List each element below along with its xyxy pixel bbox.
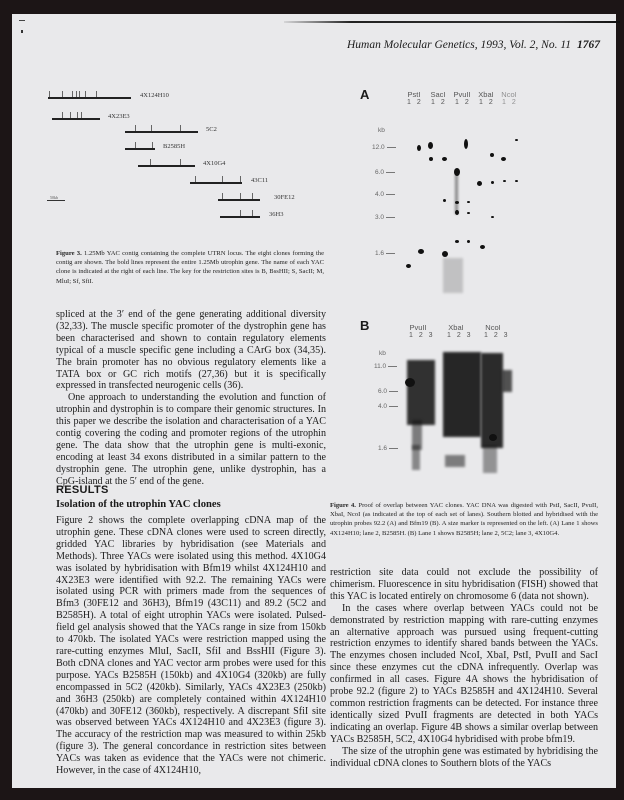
restriction-site-tick (70, 112, 71, 118)
gel-band (515, 139, 518, 141)
scan-mark (21, 30, 23, 33)
gel-band (443, 199, 446, 202)
kb-label: kb (378, 127, 385, 134)
size-marker: 11.0 (374, 363, 397, 370)
size-marker: 12.0 (372, 144, 396, 151)
enzyme-label: PstI (407, 90, 421, 99)
gel-band (503, 180, 506, 182)
gel-band (455, 210, 459, 215)
figure-3-caption-text: 1.25Mb YAC contig containing the complete UTRN locus. The eight clones forming the contig are shown. The bold lines represent the entire 1.25Mb utrophin gene. The name of each YAC clone is indicated at the right of each line. The key for the restriction sites is B, BssHII; S, SacII; M, MluI; Sf, SfiI. (56, 250, 325, 285)
paragraph: In the cases where overlap between YACs could not be demonstrated by restriction mapping with rare-cutting enzymes an alternative approach was pursued using frequent-cutting restriction enzymes to identify shared bands between the YACs. The enzymes chosen included NcoI, XbaI, PstI, PvuII and SacI since these enzymes cut the cDNA infrequently. Overlap was confirmed in all cases. Figure 4A shows the hybridisation of probe 92.2 (figure 2) to YACs B2585H and 4X124H10. Several common restriction fragments can be detected. For instance three identically sized PvuII fragments are detected in both YACs indicating an overlap. Figure 4B shows a similar overlap between YACs B2585H, 5C2, 4X10G4 hybridised with probe bfm19. (330, 602, 598, 745)
paragraph: restriction site data could not exclude the possibility of chimerism. Fluorescence in situ hybridisation (FISH) showed that this YAC is located entirely on chromosome 6 (data not shown). (330, 567, 598, 602)
scale-bar (47, 200, 65, 201)
gel-band (417, 145, 421, 151)
enzyme-label: PvuII (453, 90, 471, 99)
gel-band (502, 370, 512, 392)
enzyme-label: PvuII (409, 323, 427, 332)
lane-numbers: 1 2 (407, 99, 423, 106)
clone-label: 4X124H10 (140, 92, 169, 99)
page-number: 1767 (577, 39, 600, 51)
restriction-site-tick (240, 176, 241, 182)
scan-edge-line (284, 21, 620, 23)
size-marker: 6.0 (375, 169, 395, 176)
lane-numbers: 1 2 (502, 99, 518, 106)
figure-3-contig-map (30, 70, 320, 230)
gel-band (442, 157, 447, 161)
size-marker: 4.0 (378, 403, 398, 410)
lane-numbers: 1 2 3 (484, 332, 510, 339)
paragraph: One approach to understanding the evolution and function of utrophin and dystrophin is to compare their genomic structures. In this paper we describe the isolation and characterisation of a YAC contig covering the coding and promoter regions of the utrophin gene. The data show that the utrophin gene is multi-exonic, encoding at least 34 exons distributed in a similar pattern to the dystrophin gene. The utrophin gene, unlike dystrophin, has a CpG-island at the 5′ end of the gene. (56, 392, 326, 487)
enzyme-label: XbaI (478, 90, 494, 99)
paragraph: spliced at the 3′ end of the gene generating additional diversity (32,33). The muscle specific promoter of the dystrophin gene has been characterised and shown to contain regulatory elements typical of a muscle specific gene including a CArG box (34,35). The brain promoter has no obvious regulatory elements like a TATA box or GC rich motifs (27,36) but it is specifically expressed in transfected neurogenic cells (36). (56, 309, 326, 392)
restriction-site-tick (77, 112, 78, 118)
lane-numbers: 1 2 (479, 99, 495, 106)
clone-line (190, 182, 242, 184)
restriction-site-tick (135, 142, 136, 148)
gel-band (464, 139, 468, 149)
left-column-intro (56, 309, 326, 488)
clone-line (138, 165, 195, 167)
restriction-site-tick (152, 142, 153, 148)
gel-band (442, 251, 448, 257)
size-marker: 3.0 (375, 214, 395, 221)
restriction-site-tick (76, 91, 77, 97)
gel-band (489, 434, 497, 441)
clone-line (48, 97, 131, 99)
gel-band (467, 212, 470, 214)
restriction-site-tick (96, 91, 97, 97)
gel-band (406, 264, 411, 268)
clone-label: 4X23E3 (108, 113, 130, 120)
size-marker: 1.6 (375, 250, 395, 257)
figure-4-caption (330, 501, 598, 538)
clone-line (52, 118, 100, 120)
lane-numbers: 1 2 3 (409, 332, 435, 339)
restriction-site-tick (81, 112, 82, 118)
restriction-site-tick (195, 176, 196, 182)
figure-4-caption-text: Proof of overlap between YAC clones. YAC DNA was digested with PstI, SacII, PvuII, XbaI, NcoI (as indicated at the top of each set of lanes). Southern blotted and hybridised with the utrophin probes 92.2 (A) and Bfm19 (B). A size marker is represented on the left. (A) Lane 1 shows 4X124H10; lane 2, B2585H. (B) Lane 1 shows B2585H; lane 2, 5C2; lane 3, 4X10G4. (330, 502, 599, 537)
gel-band (412, 445, 420, 470)
gel-band (480, 245, 485, 249)
restriction-site-tick (151, 125, 152, 131)
right-column-text (330, 567, 598, 769)
gel-band (467, 201, 470, 203)
gel-band (455, 201, 459, 204)
lane-numbers: 1 2 (455, 99, 471, 106)
running-head (300, 39, 600, 51)
panel-a-letter: A (360, 87, 370, 102)
scale-bar-label: 50kb (50, 195, 58, 200)
gel-band (405, 378, 415, 387)
size-marker: 6.0 (378, 388, 398, 395)
lane-numbers: 1 2 3 (447, 332, 473, 339)
restriction-site-tick (150, 159, 151, 165)
lane-numbers: 1 2 (431, 99, 447, 106)
paragraph: Figure 2 shows the complete overlapping cDNA map of the utrophin gene. These cDNA clones were used to screen directly, gridded YAC libraries by hybridisation (see Materials and Methods). Three YACs were isolated using this method. 4X10G4 was isolated by hybridisation with Bfm19 whilst 4X124H10 and 4X23E3 were identified with 92.2. The remaining YACs were isolated using PCR with primers made from the sequences of Bfm3 (30FE12 and 36H3), Bfm19 (43C11) and 89.2 (5C2 and B2585H). A total of eight utrophin YACs were isolated. Pulsed-field gel analysis showed that the YACs range in size from 150kb to 470kb. The isolated YACs were restriction mapped using the rare-cutting enzymes MluI, SacII, SfiI and BssHII (Figure 3). Both cDNA clones and YAC vector arm probes were used for this purpose. YACs B2585H (150kb) and 4X10G4 (320kb) are fully encompassed in 5C2 (420kb). Similarly, YACs 4X23E3 (250kb) and 36H3 (250kb) are completely contained within 4X124H10 (470kb) and 30FE12 (360kb), respectively. A discrepant SfiI site was observed between YACs 4X124H10 and 4X23E3 (figure 3). The accuracy of the restriction map was measured to within 25kb (figure 3). The general concordance in restriction sites between YACs was taken as evidence that the YACs were not chimeric. However, in the case of 4X124H10, (56, 515, 326, 777)
paragraph: The size of the utrophin gene was estimated by hybridising the individual cDNA clones to Southern blots of the YACs (330, 745, 598, 769)
clone-line (125, 131, 198, 133)
restriction-site-tick (72, 91, 73, 97)
enzyme-label: NcoI (485, 323, 501, 332)
scan-mark (19, 20, 25, 21)
gel-band (428, 142, 433, 149)
restriction-site-tick (252, 210, 253, 216)
clone-label: 30FE12 (274, 194, 295, 201)
restriction-site-tick (135, 125, 136, 131)
restriction-site-tick (222, 193, 223, 199)
gel-band (429, 157, 433, 161)
clone-label: B2585H (163, 143, 186, 150)
enzyme-label: SacI (430, 90, 446, 99)
gel-band (491, 216, 494, 218)
subsection-heading: Isolation of the utrophin YAC clones (56, 499, 221, 510)
gel-band (443, 258, 463, 293)
gel-band (455, 240, 459, 243)
restriction-site-tick (222, 176, 223, 182)
enzyme-label: NcoI (501, 90, 517, 99)
restriction-site-tick (49, 91, 50, 97)
clone-label: 5C2 (206, 126, 217, 133)
restriction-site-tick (85, 91, 86, 97)
enzyme-label: XbaI (448, 323, 464, 332)
gel-band (467, 240, 470, 243)
restriction-site-tick (79, 91, 80, 97)
gel-band (407, 360, 435, 425)
gel-band (515, 180, 518, 182)
restriction-site-tick (240, 193, 241, 199)
clone-label: 4X10G4 (203, 160, 226, 167)
size-marker: 1.6 (378, 445, 398, 452)
left-column-results (56, 515, 326, 777)
restriction-site-tick (180, 159, 181, 165)
journal-citation: Human Molecular Genetics, 1993, Vol. 2, No. 11 (346, 39, 571, 51)
kb-label: kb (379, 350, 386, 357)
clone-line (220, 216, 260, 218)
figure-3-label: Figure 3. (56, 250, 82, 257)
figure-4-label: Figure 4. (330, 502, 356, 509)
gel-band (418, 249, 424, 254)
clone-line (125, 148, 155, 150)
gel-band (501, 157, 506, 161)
clone-line (218, 199, 260, 201)
gel-band (443, 352, 481, 437)
gel-band (483, 445, 497, 473)
panel-b-letter: B (360, 318, 370, 333)
restriction-site-tick (252, 193, 253, 199)
gel-band (491, 181, 494, 184)
size-marker: 4.0 (375, 191, 395, 198)
gel-band (455, 174, 458, 214)
restriction-site-tick (240, 210, 241, 216)
clone-label: 43C11 (251, 177, 269, 184)
restriction-site-tick (62, 91, 63, 97)
gel-band (490, 153, 494, 157)
clone-label: 36H3 (269, 211, 284, 218)
restriction-site-tick (180, 125, 181, 131)
gel-band (445, 455, 465, 467)
restriction-site-tick (62, 112, 63, 118)
section-heading-results: RESULTS (56, 484, 109, 496)
figure-3-caption (56, 249, 324, 286)
gel-band (477, 181, 482, 186)
